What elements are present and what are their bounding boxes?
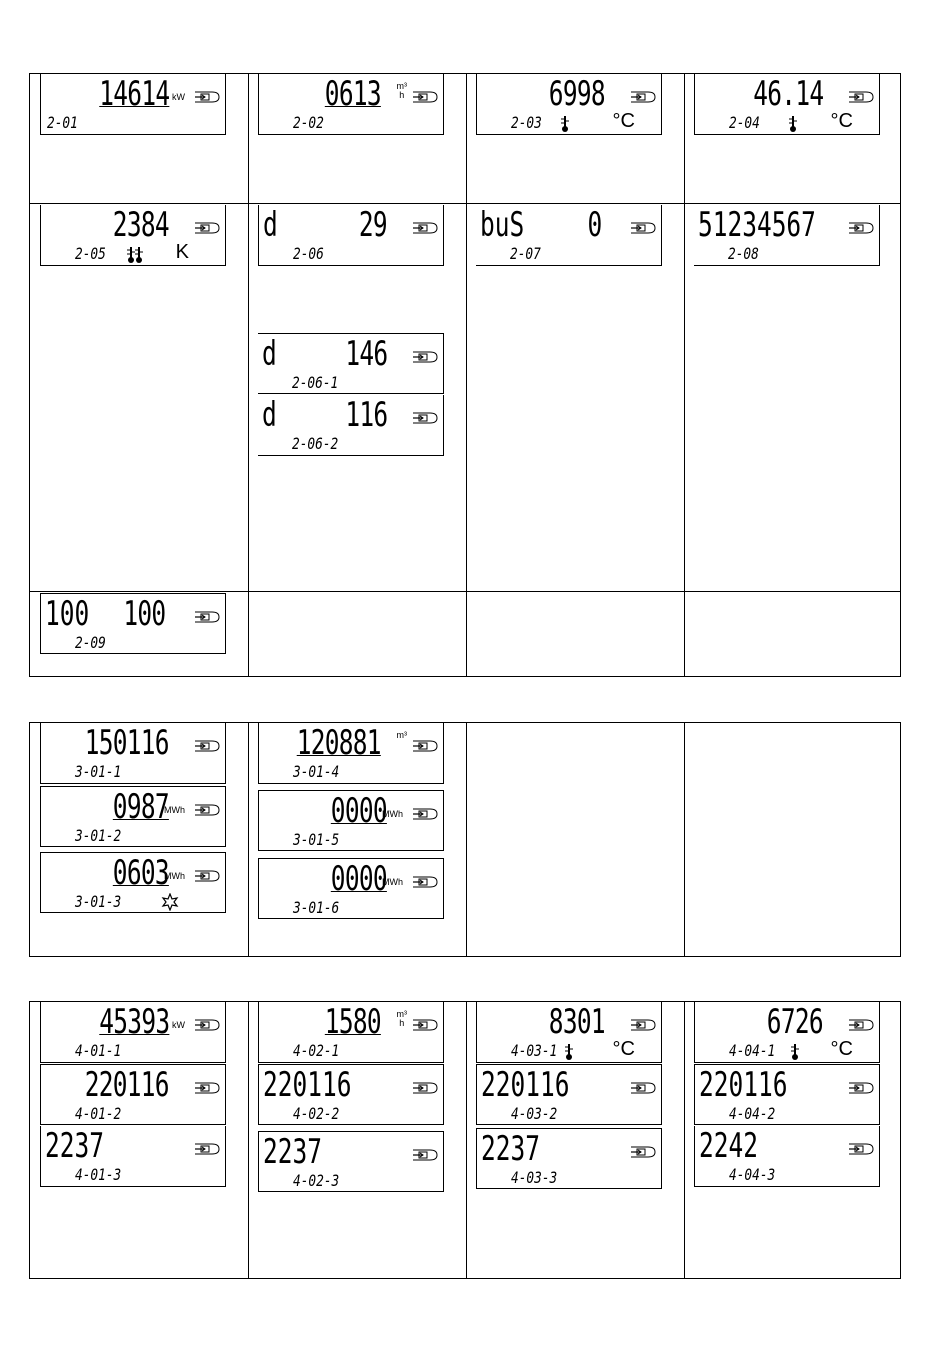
lcd-display-2-09	[40, 593, 226, 654]
column-3	[466, 723, 684, 956]
display-code: 2-07	[510, 244, 541, 263]
display-prefix: d	[262, 334, 277, 374]
lcd-display-4-03-3	[476, 1128, 662, 1189]
column-1	[30, 74, 248, 676]
display-arrow-icon	[194, 804, 220, 816]
unit-label: MWh	[164, 805, 185, 815]
lcd-display-4-01-2	[40, 1064, 226, 1125]
display-value: 2237	[45, 1126, 104, 1166]
display-arrow-icon	[848, 91, 874, 103]
display-arrow-icon	[194, 740, 220, 752]
display-code: 3-01-6	[293, 898, 340, 917]
column-4	[684, 723, 902, 956]
display-arrow-icon	[412, 1082, 438, 1094]
display-arrow-icon	[412, 808, 438, 820]
lcd-display-4-03-1	[476, 1002, 662, 1063]
display-value: 2237	[263, 1132, 322, 1172]
display-value: 51234567	[698, 205, 816, 245]
display-code: 4-01-2	[75, 1104, 122, 1123]
display-value: 46.14	[752, 74, 823, 114]
display-arrow-icon	[412, 91, 438, 103]
display-code: 4-04-2	[729, 1104, 776, 1123]
display-arrow-icon	[412, 876, 438, 888]
display-arrow-icon	[630, 1082, 656, 1094]
temperature-unit: °C	[612, 110, 635, 132]
lcd-display-3-01-4	[258, 723, 444, 784]
display-code: 4-01-3	[75, 1165, 122, 1184]
display-arrow-icon	[412, 1149, 438, 1161]
cooling-star-icon	[161, 893, 179, 911]
lcd-display-2-06-1	[258, 333, 444, 394]
display-arrow-icon	[848, 1143, 874, 1155]
lcd-display-4-02-1	[258, 1002, 444, 1063]
display-arrow-icon	[630, 91, 656, 103]
thermometer-icon	[789, 116, 797, 132]
display-value: 1580	[324, 1002, 381, 1042]
display-value: 29	[358, 205, 387, 245]
unit-label: kW	[172, 1020, 185, 1030]
display-code: 3-01-5	[293, 830, 340, 849]
column-3	[466, 74, 684, 676]
unit-label: MWh	[382, 877, 403, 887]
display-value: 116	[344, 395, 387, 435]
lcd-display-3-01-6	[258, 858, 444, 919]
display-code: 4-04-3	[729, 1165, 776, 1184]
lcd-display-4-04-1	[694, 1002, 880, 1063]
display-value: 6726	[766, 1002, 823, 1042]
temperature-unit: °C	[830, 1038, 853, 1060]
lcd-display-2-04	[694, 74, 880, 135]
temperature-difference-unit: K	[175, 241, 189, 263]
temperature-unit: °C	[830, 110, 853, 132]
lcd-display-4-02-3	[258, 1131, 444, 1192]
display-arrow-icon	[848, 222, 874, 234]
display-value: 6998	[548, 74, 605, 114]
section-4-table	[29, 1001, 901, 1279]
display-prefix: buS	[480, 205, 525, 245]
lcd-display-2-06	[258, 205, 444, 266]
display-value: 146	[344, 334, 387, 374]
display-arrow-icon	[412, 740, 438, 752]
display-code: 2-06	[293, 244, 324, 263]
display-value: 220116	[481, 1065, 570, 1105]
lcd-display-4-02-2	[258, 1064, 444, 1125]
lcd-display-4-03-2	[476, 1064, 662, 1125]
display-value: 0	[586, 205, 601, 245]
display-value: 150116	[84, 723, 169, 763]
display-value: 0603	[112, 853, 169, 893]
display-value: 0000	[330, 791, 387, 831]
display-code: 2-03	[511, 113, 542, 132]
display-value: 2384	[112, 205, 169, 245]
display-code: 2-08	[728, 244, 759, 263]
display-value: 8301	[548, 1002, 605, 1042]
unit-fraction	[397, 1010, 408, 1028]
display-arrow-icon	[630, 1146, 656, 1158]
display-code: 4-03-2	[511, 1104, 558, 1123]
display-value: 220116	[84, 1065, 169, 1105]
lcd-display-4-04-3	[694, 1126, 880, 1187]
lcd-display-2-01	[40, 74, 226, 135]
lcd-display-3-01-5	[258, 790, 444, 851]
thermometer-icon	[127, 247, 135, 263]
display-code: 2-09	[75, 633, 106, 652]
unit-label: m³	[396, 730, 407, 740]
lcd-display-4-01-1	[40, 1002, 226, 1063]
display-code: 4-02-3	[293, 1171, 340, 1190]
display-code: 4-02-2	[293, 1104, 340, 1123]
lcd-display-2-02	[258, 74, 444, 135]
display-arrow-icon	[412, 222, 438, 234]
display-value: 2242	[699, 1126, 758, 1166]
display-code: 2-06-2	[292, 434, 339, 453]
display-arrow-icon	[194, 1082, 220, 1094]
display-arrow-icon	[194, 1019, 220, 1031]
lcd-display-4-01-3	[40, 1126, 226, 1187]
lcd-display-3-01-3	[40, 852, 226, 913]
lcd-display-4-04-2	[694, 1064, 880, 1125]
unit-label: MWh	[164, 871, 185, 881]
display-code: 4-04-1	[729, 1041, 776, 1060]
unit-top: m³	[396, 81, 407, 91]
display-code: 2-01	[47, 113, 78, 132]
unit-bottom: h	[399, 1018, 405, 1028]
display-code: 4-01-1	[75, 1041, 122, 1060]
unit-bottom: h	[399, 90, 405, 100]
display-prefix: d	[262, 395, 277, 435]
display-arrow-icon	[194, 91, 220, 103]
display-code: 2-04	[729, 113, 760, 132]
display-arrow-icon	[194, 1143, 220, 1155]
column-4	[684, 74, 902, 676]
lcd-display-3-01-2	[40, 786, 226, 847]
unit-top: m³	[396, 1009, 407, 1019]
display-arrow-icon	[848, 1082, 874, 1094]
display-arrow-icon	[412, 412, 438, 424]
lcd-display-2-07	[476, 205, 662, 266]
lcd-display-3-01-1	[40, 723, 226, 784]
unit-label: MWh	[382, 809, 403, 819]
display-code: 2-05	[75, 244, 106, 263]
lcd-display-2-03	[476, 74, 662, 135]
display-code: 4-03-3	[511, 1168, 558, 1187]
display-code: 3-01-2	[75, 826, 122, 845]
display-code: 2-06-1	[292, 373, 339, 392]
lcd-display-2-05	[40, 205, 226, 266]
thermometer-icon	[561, 116, 569, 132]
display-code: 4-02-1	[293, 1041, 340, 1060]
display-value: 45393	[98, 1002, 169, 1042]
display-value-b: 100	[122, 594, 165, 634]
section-3-table	[29, 722, 901, 957]
thermometer-icon	[135, 247, 143, 263]
display-prefix: d	[263, 205, 278, 245]
lcd-display-2-08	[694, 205, 880, 266]
display-arrow-icon	[630, 1019, 656, 1031]
display-arrow-icon	[194, 222, 220, 234]
display-value: 0000	[330, 859, 387, 899]
display-code: 3-01-4	[293, 762, 340, 781]
thermometer-icon	[565, 1044, 573, 1060]
unit-fraction	[397, 82, 408, 100]
display-code: 4-03-1	[511, 1041, 558, 1060]
unit-label: kW	[172, 92, 185, 102]
display-code: 2-02	[293, 113, 324, 132]
display-arrow-icon	[194, 611, 220, 623]
lcd-display-2-06-2	[258, 395, 444, 456]
display-value: 2237	[481, 1129, 540, 1169]
thermometer-icon	[791, 1044, 799, 1060]
display-code: 3-01-1	[75, 762, 122, 781]
display-value: 0613	[324, 74, 381, 114]
display-code: 3-01-3	[75, 892, 122, 911]
display-value: 120881	[296, 723, 381, 763]
display-value: 220116	[263, 1065, 352, 1105]
display-value: 220116	[699, 1065, 788, 1105]
display-value-a: 100	[45, 594, 90, 634]
section-2-table	[29, 73, 901, 677]
display-arrow-icon	[630, 222, 656, 234]
display-arrow-icon	[848, 1019, 874, 1031]
display-arrow-icon	[412, 1019, 438, 1031]
display-value: 14614	[98, 74, 169, 114]
row-divider	[30, 203, 900, 204]
display-arrow-icon	[194, 870, 220, 882]
row-divider	[30, 591, 900, 592]
temperature-unit: °C	[612, 1038, 635, 1060]
display-arrow-icon	[412, 351, 438, 363]
display-value: 0987	[112, 787, 169, 827]
